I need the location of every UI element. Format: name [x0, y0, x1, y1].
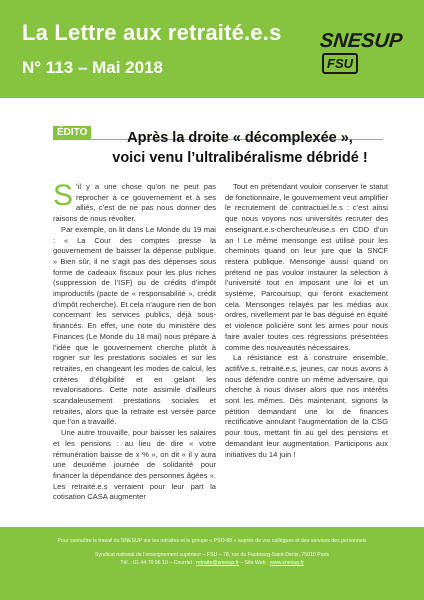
- article-column-right: [225, 182, 388, 460]
- footer-contact: Tél. : 01 44 79 96 10 – Courriel : retraite@snesup.fr – Site Web : www.snesup.fr: [120, 560, 304, 566]
- article-column-left: [53, 179, 216, 503]
- newsletter-title: La Lettre aux retraité.e.s: [22, 20, 282, 45]
- article-paragraph: Une autre trouvaille, pour baisser les salaires et les pensions : au lieu de dire « votre rémunération baisse de x % », on dit « il y aura une deuxième journée de solidarité pour financer la dépendance des personnes âgées ». Les retraité.e.s verraient pour leur part la cotisation CASA augmenter: [53, 428, 216, 502]
- snesup-fsu-logo: [320, 30, 424, 77]
- article-paragraph: La résistance est à construire ensemble, actif/ve.s, retraité.e.s, jeunes, car nous avons à nous défendre contre un même adversaire, qui cherche à nous diviser alors que nos intérêts sont les mêmes. Dès maintenant, signons la pétition demandant une loi de finances rectificative annulant l’augmentation de la CSG pour tous, mettant fin au gel des pensions et demandant leur augmentation. Participons aux initiatives du 14 juin !: [225, 353, 388, 459]
- edito-tag: ÉDITO: [53, 126, 91, 140]
- logo-snesup-text: SNESUP: [318, 30, 404, 52]
- footer-note: Pour connaître le travail du SNESUP sur les retraites et le groupe « PSO-88 » auprès de vos collègues et des services des personnels: [57, 538, 367, 544]
- website-link[interactable]: www.snesup.fr: [269, 560, 304, 566]
- footer-address: Syndicat national de l’enseignement supérieur – FSU – 78, rue du Faubourg-Saint-Denis, 75010 Paris: [94, 552, 330, 558]
- article-paragraph: S ’il y a une chose qu’on ne peut pas reprocher à ce gouvernement et à ses alliés, c’est de ne pas nous donner des raisons de nous révolter.: [53, 179, 216, 224]
- issue-number: N° 113 – Mai 2018: [22, 58, 164, 77]
- edito-headline: [85, 128, 395, 168]
- header-banner: [0, 0, 424, 98]
- headline-line-2: voici venu l’ultralibéralisme débridé !: [112, 150, 368, 166]
- article-paragraph: Tout en prétendant vouloir conserver le statut de fonctionnaire, le gouvernement veut amplifier le recrutement de contractuel.le.s : c’est ainsi que nous voyons nos universités recruter des enseignant.e.s-chercheur/euse.s en CDD d’un an ! Le même mensonge est utilisé pour les cheminots quand on leur jure que la SNCF restera publique. Mensonge aussi quand on prétend ne pas vouloir instaurer la sélection à l’université tout en imposant une loi et un système, Parcoursup, qui feront exactement cela. Mensonges relayés par les médias aux ordres, nivellement par le bas déguisé en équité et violence policière sont les armes pour nous faire avaler toutes ces régressions présentées comme des nouveautés nécessaires.: [225, 182, 388, 352]
- drop-cap: S: [53, 179, 74, 212]
- headline-line-1: Après la droite « décomplexée »,: [127, 130, 353, 146]
- logo-fsu-text: FSU: [322, 53, 358, 74]
- footer-banner: [0, 527, 424, 600]
- article-paragraph: Par exemple, on lit dans Le Monde du 19 mai : « La Cour des comptes presse la gouvernement de baisser la dépense publique. » Bien sûr, il ne s’agit pas des dépenses sous forme de cadeaux fiscaux pour les plus riches (suppression de l’ISF) ou de crédits d’impôt improductifs (pacte de « responsabilité », crédit d’impôt recherche). Et cela n’augure rien de bon concernant les services publics, déjà sous-financés. En effet, une note du ministère des Finances (Le Monde du 18 mai) nous prépare à l’idée que le gouvernement cherche plutôt à rogner sur les prestations sociales et sur les retraites, en changeant les modes de calcul, les critères d’éligibilité et en gelant les revalorisations. Cette note assimile d’ailleurs scandaleusement prestations sociales et retraites, alors que la retraite est versée parce que l’on a travaillé.: [53, 224, 216, 427]
- email-link[interactable]: retraite@snesup.fr: [196, 560, 239, 566]
